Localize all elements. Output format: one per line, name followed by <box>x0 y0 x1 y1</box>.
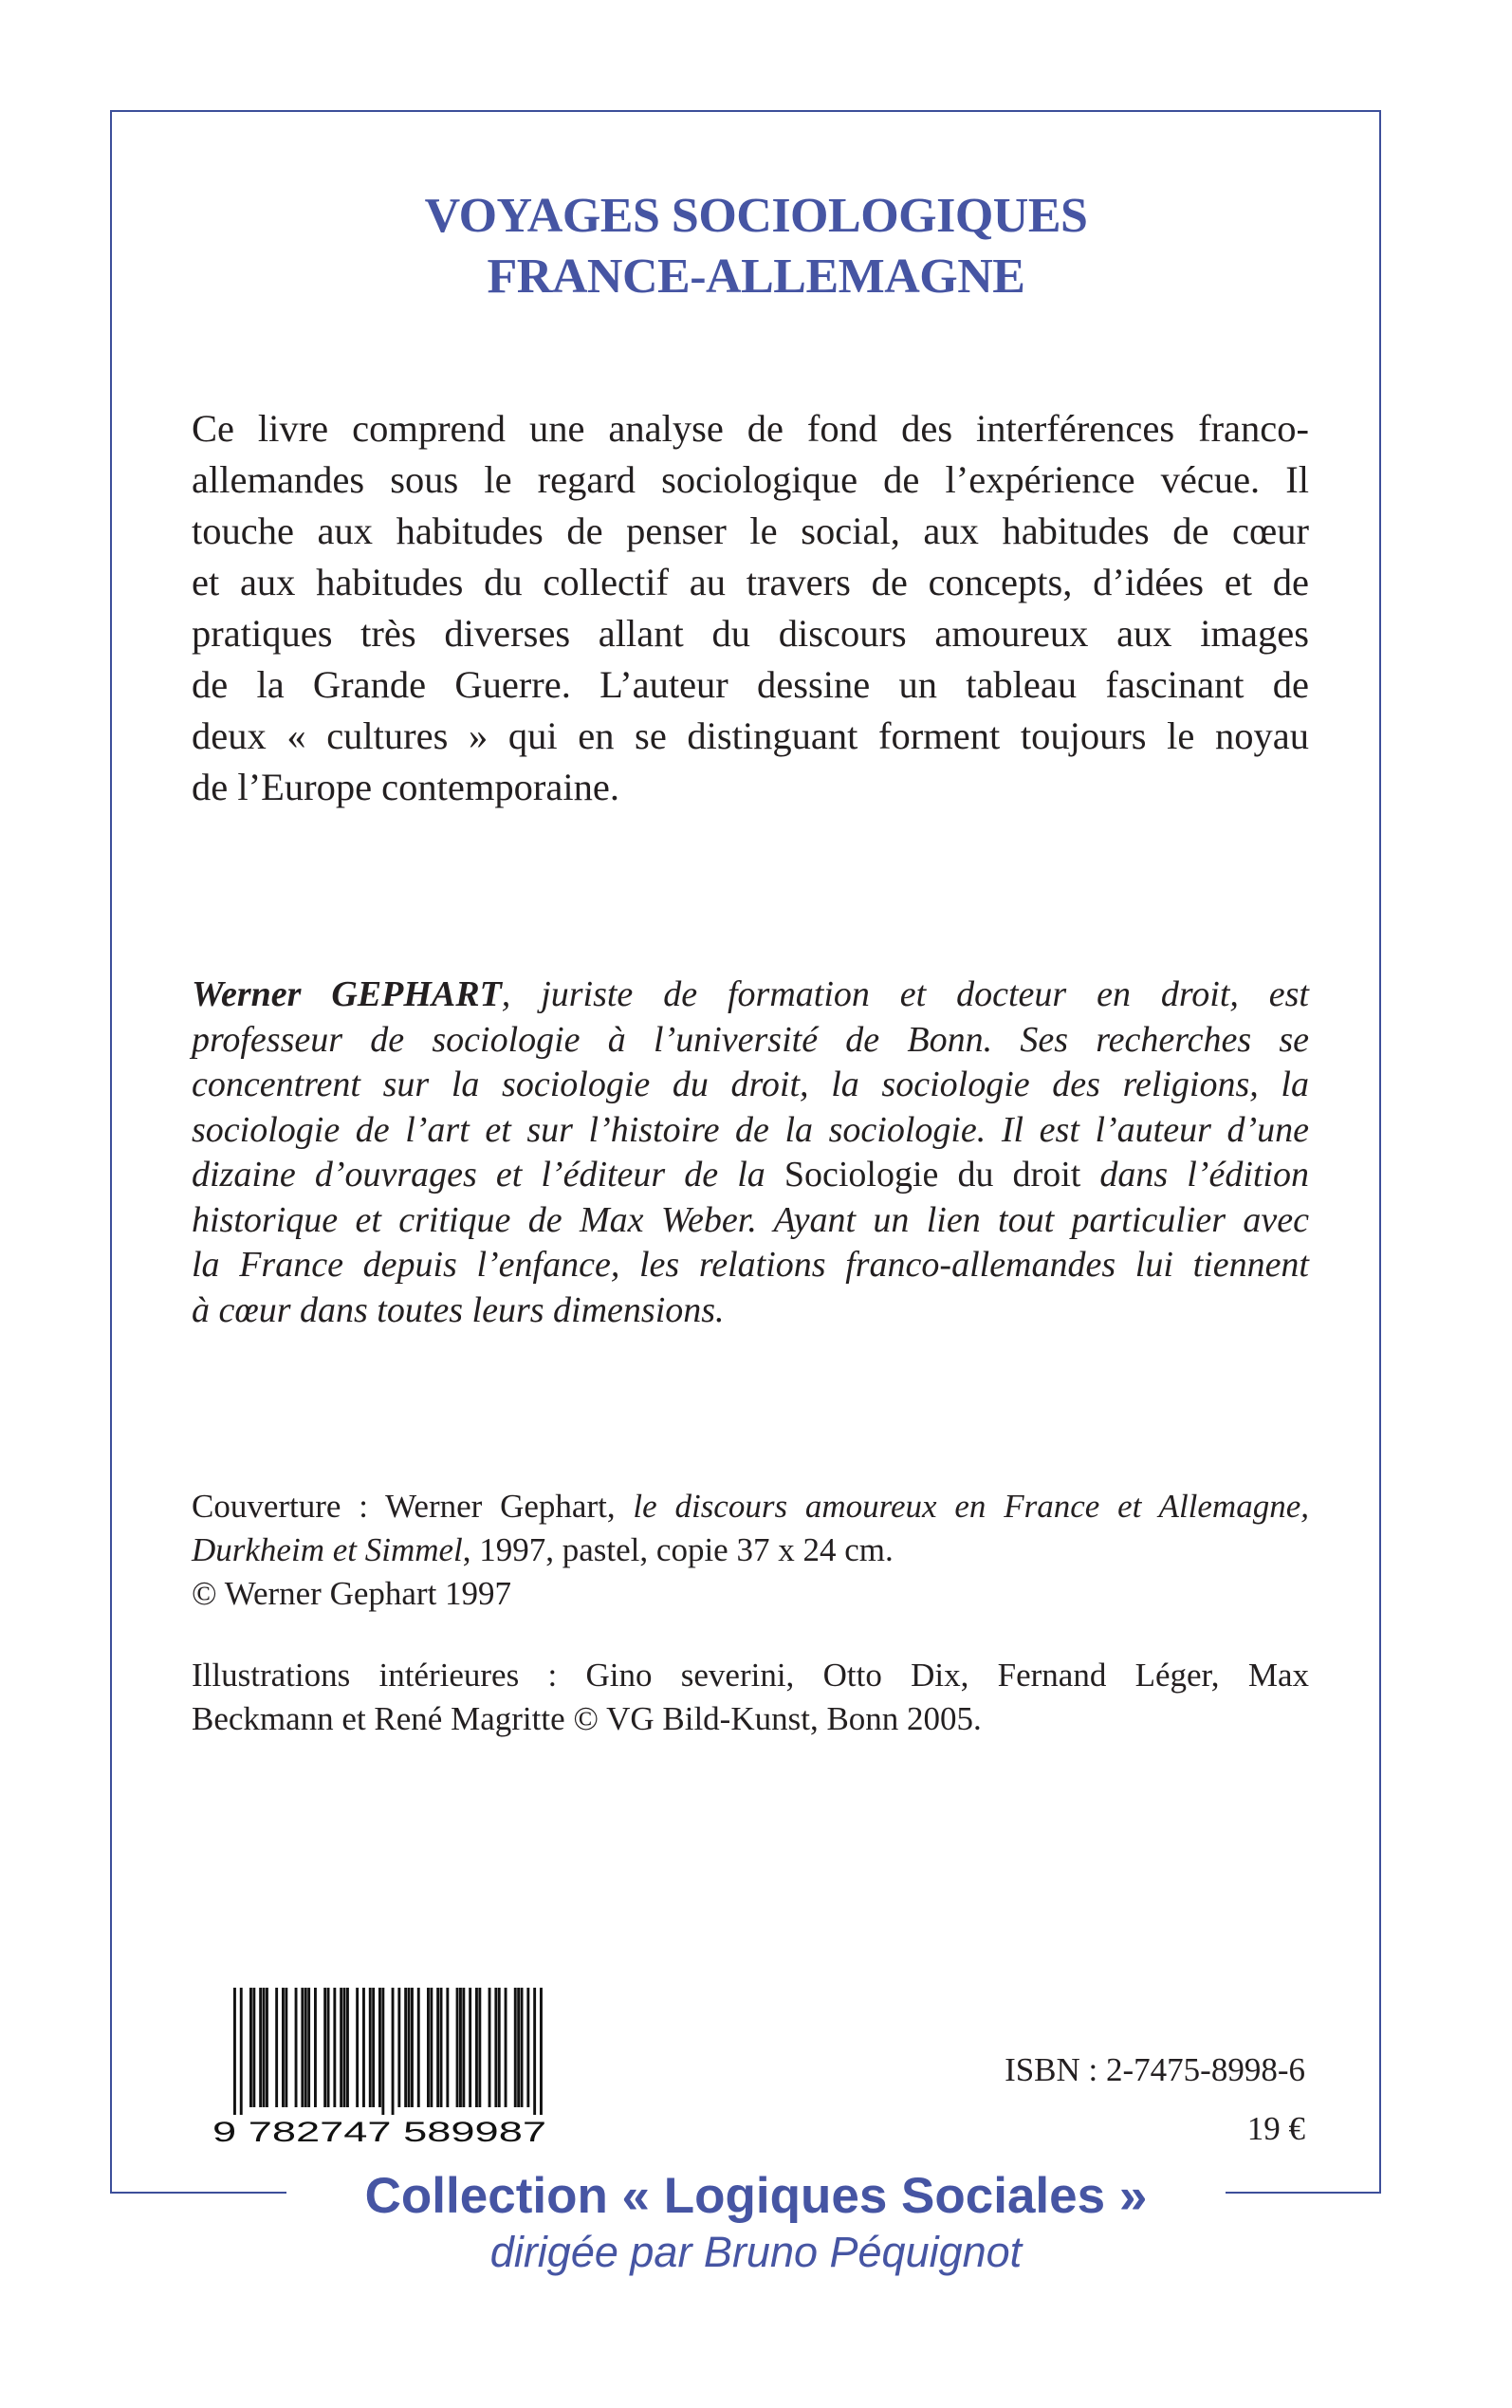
barcode-bar <box>356 1988 359 2107</box>
barcode-bar <box>307 1988 310 2107</box>
barcode-bar <box>381 1988 384 2115</box>
barcode-bar <box>285 1988 287 2107</box>
barcode-bar <box>526 1988 529 2107</box>
bio-line: sociologie de l’art et sur l’histoire de la sociologie. Il est l’auteur d’une <box>192 1109 1309 1150</box>
price: 19 € <box>1246 2110 1305 2147</box>
book-reference: Sociologie du droit <box>784 1155 1081 1195</box>
cover-copyright: © Werner Gephart 1997 <box>192 1575 512 1612</box>
book-title <box>0 186 1512 307</box>
credits <box>192 1485 1309 1741</box>
barcode-bar <box>462 1988 465 2107</box>
barcode-bar <box>436 1988 439 2107</box>
barcode-bar <box>540 1988 543 2115</box>
barcode-bar <box>343 1988 346 2107</box>
barcode-bar <box>314 1988 317 2107</box>
barcode-bar <box>475 1988 478 2107</box>
barcode-bar <box>266 1988 268 2107</box>
barcode-bar <box>505 1988 507 2107</box>
barcode-bar <box>346 1988 349 2107</box>
bio-text: dizaine d’ouvrages et l’éditeur de la <box>192 1155 784 1195</box>
illustrations-credit-line: Illustrations intérieures : Gino severini, Otto Dix, Fernand Léger, Max <box>192 1657 1309 1694</box>
bio-line <box>192 972 1309 1018</box>
cover-credit-text: Couverture : Werner Gephart, <box>192 1488 634 1525</box>
barcode-bar <box>333 1988 336 2107</box>
barcode-bar <box>440 1988 443 2107</box>
barcode-bar <box>498 1988 501 2107</box>
barcode-bar <box>489 1988 491 2107</box>
barcode-bar <box>327 1988 330 2107</box>
barcode-bar <box>456 1988 459 2107</box>
barcode-bar <box>411 1988 414 2107</box>
summary-line: de l’Europe contemporaine. <box>192 766 619 808</box>
barcode-bar <box>304 1988 307 2107</box>
barcode-bar <box>397 1988 400 2107</box>
bio-line <box>192 1153 1309 1198</box>
barcode-bar <box>249 1988 252 2107</box>
bio-line: historique et critique de Max Weber. Ayant un lien tout particulier avec <box>192 1199 1309 1240</box>
barcode-bar <box>369 1988 372 2107</box>
cover-artwork-title: le discours amoureux en France et Allemagne, <box>633 1488 1309 1525</box>
summary-line: de la Grande Guerre. L’auteur dessine un tableau fascinant de <box>192 663 1309 706</box>
barcode-bar <box>301 1988 304 2107</box>
author-bio <box>192 972 1309 1333</box>
summary-line: et aux habitudes du collectif au travers de concepts, d’idées et de <box>192 561 1309 603</box>
barcode-bar <box>392 1988 395 2115</box>
barcode-bar <box>275 1988 278 2107</box>
barcode-bars <box>233 1988 543 2115</box>
barcode-bar <box>459 1988 462 2107</box>
bio-line: concentrent sur la sociologie du droit, la sociologie des religions, la <box>192 1065 1309 1104</box>
barcode-digits: 9 782747 589987 <box>212 2117 546 2147</box>
barcode-bar <box>446 1988 449 2107</box>
barcode-bar <box>417 1988 420 2107</box>
barcode-bar <box>469 1988 471 2107</box>
barcode-bar <box>404 1988 407 2107</box>
bio-line: professeur de sociologie à l’université de Bonn. Ses recherches se <box>192 1019 1309 1060</box>
barcode-bar <box>362 1988 365 2107</box>
bio-text: , juriste de formation et docteur en droit, est <box>501 974 1309 1014</box>
barcode-bar <box>295 1988 298 2107</box>
title-line-2: FRANCE-ALLEMAGNE <box>487 250 1025 304</box>
cover-artwork-title: Durkheim et Simmel <box>192 1531 463 1568</box>
bio-line: la France depuis l’enfance, les relations franco-allemandes lui tiennent <box>192 1245 1309 1285</box>
barcode-bar <box>323 1988 326 2107</box>
cover-credit-line <box>192 1528 1309 1572</box>
bio-text: dans l’édition <box>1080 1155 1309 1195</box>
author-name: Werner GEPHART <box>192 974 502 1014</box>
summary-line: touche aux habitudes de penser le social, aux habitudes de cœur <box>192 509 1309 552</box>
barcode-icon <box>211 1988 552 2147</box>
barcode-bar <box>263 1988 266 2107</box>
summary-line: pratiques très diverses allant du discours amoureux aux images <box>192 612 1309 655</box>
barcode-bar <box>252 1988 255 2107</box>
barcode-bar <box>259 1988 262 2107</box>
barcode-bar <box>427 1988 430 2107</box>
barcode-bar <box>517 1988 520 2107</box>
isbn: ISBN : 2-7475-8998-6 <box>1005 2051 1305 2088</box>
title-line-1: VOYAGES SOCIOLOGIQUES <box>424 189 1088 243</box>
summary-line: Ce livre comprend une analyse de fond des interférences franco- <box>192 407 1309 450</box>
book-summary <box>192 403 1309 813</box>
barcode-bar <box>408 1988 411 2107</box>
cover-credit-text: , 1997, pastel, copie 37 x 24 cm. <box>462 1531 894 1568</box>
illustrations-credit-line: Beckmann et René Magritte © VG Bild-Kunst, Bonn 2005. <box>192 1700 982 1737</box>
barcode-bar <box>521 1988 524 2107</box>
barcode-bar <box>282 1988 285 2107</box>
summary-line: allemandes sous le regard sociologique de l’expérience vécue. Il <box>192 458 1309 501</box>
bio-line: à cœur dans toutes leurs dimensions. <box>192 1289 725 1330</box>
barcode-bar <box>378 1988 381 2107</box>
barcode-bar <box>372 1988 375 2107</box>
barcode-bar <box>430 1988 433 2107</box>
barcode-bar <box>340 1988 342 2107</box>
barcode-bar <box>233 1988 236 2115</box>
barcode-bar <box>533 1988 536 2115</box>
barcode-bar <box>494 1988 497 2107</box>
collection-director: dirigée par Bruno Péquignot <box>489 2228 1023 2276</box>
collection-name: Collection « Logiques Sociales » <box>364 2168 1148 2224</box>
cover-credit-line <box>192 1485 1309 1528</box>
summary-line: deux « cultures » qui en se distinguant forment toujours le noyau <box>192 714 1309 757</box>
barcode-bar <box>478 1988 481 2107</box>
barcode-bar <box>514 1988 517 2107</box>
barcode-bar <box>240 1988 243 2115</box>
